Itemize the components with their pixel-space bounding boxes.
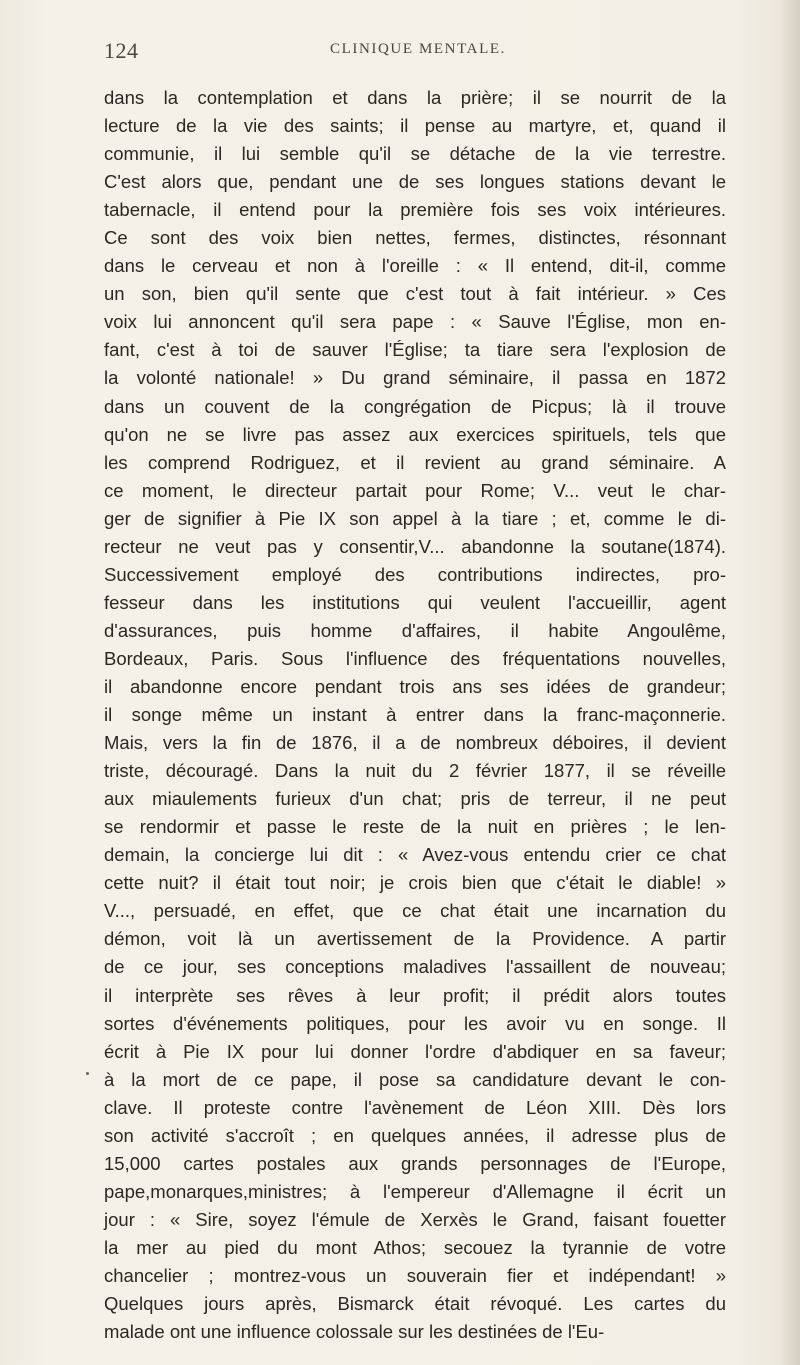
text-line: Mais, vers la fin de 1876, il a de nombreux déboires, il devient bbox=[104, 732, 726, 754]
text-line: dans la contemplation et dans la prière; il se nourrit de la bbox=[104, 87, 726, 108]
text-line: Bordeaux, Paris. Sous l'influence des fréquentations nouvelles, bbox=[104, 647, 726, 669]
text-line: Quelques jours après, Bismarck était révoqué. Les cartes du bbox=[104, 1293, 726, 1315]
text-line: aux miaulements furieux d'un chat; pris de terreur, il ne peut bbox=[104, 788, 726, 810]
running-title: CLINIQUE MENTALE. bbox=[330, 41, 506, 57]
text-line: fesseur dans les institutions qui veulent l'accueillir, agent bbox=[104, 591, 726, 613]
text-line: se rendormir et passe le reste de la nuit en prières ; le len- bbox=[104, 816, 726, 838]
page-edge-shadow bbox=[778, 0, 800, 1365]
running-head bbox=[104, 38, 724, 66]
text-line: il interprète ses rêves à leur profit; il prédit alors toutes bbox=[104, 984, 726, 1006]
text-line: ce moment, le directeur partait pour Rome; V... veut le char- bbox=[104, 479, 726, 501]
text-line: dans un couvent de la congrégation de Picpus; là il trouve bbox=[104, 395, 726, 417]
text-line: 15,000 cartes postales aux grands personnages de l'Europe, bbox=[104, 1152, 726, 1174]
margin-mark bbox=[86, 1072, 89, 1075]
text-line: C'est alors que, pendant une de ses longues stations devant le bbox=[104, 171, 726, 193]
body-text bbox=[104, 84, 726, 1346]
page-number: 124 bbox=[104, 38, 139, 63]
text-line: chancelier ; montrez-vous un souverain fier et indépendant! » bbox=[104, 1264, 726, 1286]
text-line: dans le cerveau et non à l'oreille : « Il entend, dit-il, comme bbox=[104, 255, 726, 277]
text-line: son activité s'accroît ; en quelques années, il adresse plus de bbox=[104, 1124, 726, 1146]
text-line: la volonté nationale! » Du grand séminaire, il passa en 1872 bbox=[104, 367, 726, 389]
text-line: V..., persuadé, en effet, que ce chat était une incarnation du bbox=[104, 900, 726, 922]
text-line: démon, voit là un avertissement de la Providence. A partir bbox=[104, 928, 726, 950]
text-line: ger de signifier à Pie IX son appel à la tiare ; et, comme le di- bbox=[104, 507, 726, 529]
text-line: jour : « Sire, soyez l'émule de Xerxès le Grand, faisant fouetter bbox=[104, 1208, 726, 1230]
text-line: pape,monarques,ministres; à l'empereur d'Allemagne il écrit un bbox=[104, 1180, 726, 1202]
text-line: Successivement employé des contributions indirectes, pro- bbox=[104, 563, 726, 585]
text-line: un son, bien qu'il sente que c'est tout à fait intérieur. » Ces bbox=[104, 283, 726, 305]
text-line: tabernacle, il entend pour la première fois ses voix intérieures. bbox=[104, 199, 726, 221]
text-line: écrit à Pie IX pour lui donner l'ordre d'abdiquer en sa faveur; bbox=[104, 1040, 726, 1062]
text-line: lecture de la vie des saints; il pense au martyre, et, quand il bbox=[104, 115, 726, 137]
text-line: il songe même un instant à entrer dans la franc-maçonnerie. bbox=[104, 704, 726, 726]
text-line: demain, la concierge lui dit : « Avez-vous entendu crier ce chat bbox=[104, 844, 726, 866]
text-line: Ce sont des voix bien nettes, fermes, distinctes, résonnant bbox=[104, 227, 726, 249]
text-line: voix lui annoncent qu'il sera pape : « Sauve l'Église, mon en- bbox=[104, 311, 726, 333]
text-line: sortes d'événements politiques, pour les avoir vu en songe. Il bbox=[104, 1012, 726, 1034]
text-line: de ce jour, ses conceptions maladives l'assaillent de nouveau; bbox=[104, 956, 726, 978]
text-line: à la mort de ce pape, il pose sa candidature devant le con- bbox=[104, 1068, 726, 1090]
text-line: d'assurances, puis homme d'affaires, il habite Angoulême, bbox=[104, 619, 726, 641]
text-line: la mer au pied du mont Athos; secouez la tyrannie de votre bbox=[104, 1236, 726, 1258]
text-line: fant, c'est à toi de sauver l'Église; ta tiare sera l'explosion de bbox=[104, 339, 726, 361]
text-line: recteur ne veut pas y consentir,V... abandonne la soutane(1874). bbox=[104, 535, 726, 557]
text-line: cette nuit? il était tout noir; je crois bien que c'était le diable! » bbox=[104, 872, 726, 894]
text-line: qu'on ne se livre pas assez aux exercices spirituels, tels que bbox=[104, 423, 726, 445]
text-line: il abandonne encore pendant trois ans ses idées de grandeur; bbox=[104, 675, 726, 697]
text-line: communie, il lui semble qu'il se détache de la vie terrestre. bbox=[104, 143, 726, 165]
text-line: les comprend Rodriguez, et il revient au grand séminaire. A bbox=[104, 451, 726, 473]
text-line: clave. Il proteste contre l'avènement de Léon XIII. Dès lors bbox=[104, 1096, 726, 1118]
text-line: malade ont une influence colossale sur les destinées de l'Eu- bbox=[104, 1321, 605, 1343]
text-line: triste, découragé. Dans la nuit du 2 février 1877, il se réveille bbox=[104, 760, 726, 782]
